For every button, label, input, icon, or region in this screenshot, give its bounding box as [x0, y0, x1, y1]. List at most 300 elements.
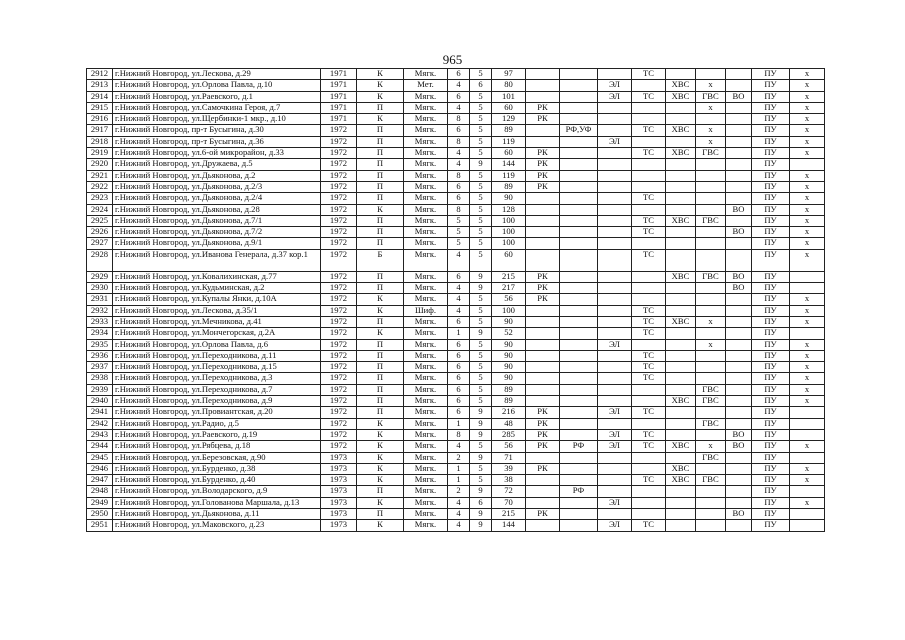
cell-col-ts: ТС — [632, 227, 666, 238]
cell-address: г.Нижний Новгород, ул.Переходникова, д.9 — [113, 396, 321, 407]
cell-col-ts: ТС — [632, 362, 666, 373]
cell-address: г.Нижний Новгород, ул.Орлова Павла, д.10 — [113, 80, 321, 91]
cell-address: г.Нижний Новгород, ул.Дьяконова, д.2/3 — [113, 181, 321, 192]
cell-apartments: 119 — [492, 136, 526, 147]
cell-year: 1972 — [321, 384, 357, 395]
cell-col-hvs: ХВС — [666, 475, 696, 486]
cell-floors: 5 — [470, 148, 492, 159]
cell-col-el: ЭЛ — [598, 441, 632, 452]
cell-col-pu: ПУ — [752, 463, 790, 474]
table-row — [87, 508, 825, 519]
cell-col-gvs — [696, 373, 726, 384]
cell-col-gvs: х — [696, 125, 726, 136]
cell-col-rk — [526, 249, 560, 271]
cell-roof-type: Мягк. — [404, 475, 448, 486]
cell-year: 1972 — [321, 429, 357, 440]
table-body — [87, 69, 825, 532]
cell-col-ts — [632, 271, 666, 282]
cell-roof-type: Мягк. — [404, 204, 448, 215]
cell-col-rf — [560, 159, 598, 170]
cell-year: 1971 — [321, 102, 357, 113]
cell-col-ts: ТС — [632, 215, 666, 226]
cell-address: г.Нижний Новгород, ул.Дьяконова, д.28 — [113, 204, 321, 215]
table-row — [87, 339, 825, 350]
cell-col-el: ЭЛ — [598, 407, 632, 418]
cell-col-gvs — [696, 486, 726, 497]
cell-apartments: 71 — [492, 452, 526, 463]
cell-col-gvs — [696, 508, 726, 519]
cell-roof-type: Мягк. — [404, 429, 448, 440]
cell-roof-type: Мягк. — [404, 283, 448, 294]
cell-col-vo: ВО — [726, 91, 752, 102]
cell-apartments: 90 — [492, 350, 526, 361]
cell-entrances: 6 — [448, 316, 470, 327]
cell-year: 1972 — [321, 227, 357, 238]
cell-col-rf — [560, 429, 598, 440]
cell-apartments: 100 — [492, 305, 526, 316]
cell-row-number: 2932 — [87, 305, 113, 316]
cell-col-rk — [526, 497, 560, 508]
cell-address: г.Нижний Новгород, ул.Самочкина Героя, д.7 — [113, 102, 321, 113]
cell-col-rk — [526, 362, 560, 373]
cell-wall-material: П — [357, 396, 404, 407]
cell-row-number: 2929 — [87, 271, 113, 282]
cell-wall-material: К — [357, 91, 404, 102]
cell-col-vo — [726, 339, 752, 350]
cell-wall-material: П — [357, 407, 404, 418]
cell-col-gvs — [696, 227, 726, 238]
cell-col-pu: ПУ — [752, 520, 790, 531]
cell-address: г.Нижний Новгород, ул.Бурденко, д.38 — [113, 463, 321, 474]
cell-address: г.Нижний Новгород, ул.Бурденко, д.40 — [113, 475, 321, 486]
cell-col-gvs — [696, 193, 726, 204]
cell-floors: 5 — [470, 69, 492, 80]
cell-roof-type: Мягк. — [404, 159, 448, 170]
cell-address: г.Нижний Новгород, ул.Мечникова, д.41 — [113, 316, 321, 327]
cell-row-number: 2928 — [87, 249, 113, 271]
cell-col-vo — [726, 102, 752, 113]
cell-col-pu: ПУ — [752, 204, 790, 215]
cell-col-gvs — [696, 407, 726, 418]
cell-col-x: х — [790, 136, 825, 147]
cell-col-ts — [632, 396, 666, 407]
cell-col-x: х — [790, 396, 825, 407]
cell-address: г.Нижний Новгород, ул.Дьяконова, д.7/2 — [113, 227, 321, 238]
cell-col-rf — [560, 148, 598, 159]
cell-col-vo — [726, 125, 752, 136]
cell-apartments: 52 — [492, 328, 526, 339]
cell-roof-type: Мягк. — [404, 418, 448, 429]
cell-col-pu: ПУ — [752, 249, 790, 271]
cell-col-pu: ПУ — [752, 148, 790, 159]
cell-roof-type: Мягк. — [404, 193, 448, 204]
cell-col-el: ЭЛ — [598, 91, 632, 102]
cell-col-x: х — [790, 475, 825, 486]
table-row — [87, 418, 825, 429]
cell-col-hvs — [666, 350, 696, 361]
table-row — [87, 181, 825, 192]
cell-apartments: 48 — [492, 418, 526, 429]
cell-col-rk: РК — [526, 441, 560, 452]
cell-col-gvs — [696, 520, 726, 531]
cell-roof-type: Мягк. — [404, 452, 448, 463]
cell-col-ts — [632, 486, 666, 497]
cell-col-rk — [526, 193, 560, 204]
cell-floors: 9 — [470, 159, 492, 170]
cell-apartments: 56 — [492, 441, 526, 452]
table-row — [87, 463, 825, 474]
cell-col-hvs — [666, 69, 696, 80]
cell-wall-material: П — [357, 373, 404, 384]
cell-col-x — [790, 486, 825, 497]
cell-col-gvs: ГВС — [696, 148, 726, 159]
cell-row-number: 2917 — [87, 125, 113, 136]
cell-entrances: 8 — [448, 136, 470, 147]
table-row — [87, 407, 825, 418]
cell-row-number: 2945 — [87, 452, 113, 463]
cell-col-pu: ПУ — [752, 69, 790, 80]
cell-col-ts: ТС — [632, 350, 666, 361]
cell-row-number: 2915 — [87, 102, 113, 113]
table-row — [87, 350, 825, 361]
cell-col-ts: ТС — [632, 69, 666, 80]
cell-col-gvs — [696, 170, 726, 181]
cell-roof-type: Мягк. — [404, 102, 448, 113]
cell-col-gvs: ГВС — [696, 475, 726, 486]
cell-col-hvs: ХВС — [666, 396, 696, 407]
cell-entrances: 4 — [448, 148, 470, 159]
cell-col-x — [790, 407, 825, 418]
cell-floors: 5 — [470, 227, 492, 238]
cell-floors: 9 — [470, 418, 492, 429]
cell-address: г.Нижний Новгород, ул.Дружаева, д.5 — [113, 159, 321, 170]
cell-roof-type: Мягк. — [404, 91, 448, 102]
cell-entrances: 4 — [448, 283, 470, 294]
cell-year: 1972 — [321, 373, 357, 384]
cell-col-el — [598, 384, 632, 395]
table-row — [87, 227, 825, 238]
cell-entrances: 4 — [448, 305, 470, 316]
cell-col-hvs — [666, 328, 696, 339]
cell-address: г.Нижний Новгород, ул.Лескова, д.29 — [113, 69, 321, 80]
cell-col-hvs: ХВС — [666, 91, 696, 102]
cell-col-ts — [632, 418, 666, 429]
cell-row-number: 2933 — [87, 316, 113, 327]
cell-row-number: 2951 — [87, 520, 113, 531]
cell-row-number: 2938 — [87, 373, 113, 384]
cell-year: 1972 — [321, 305, 357, 316]
cell-col-x — [790, 328, 825, 339]
cell-apartments: 38 — [492, 475, 526, 486]
cell-col-el: ЭЛ — [598, 339, 632, 350]
cell-entrances: 4 — [448, 294, 470, 305]
table-row — [87, 204, 825, 215]
cell-col-gvs: ГВС — [696, 396, 726, 407]
cell-row-number: 2942 — [87, 418, 113, 429]
table-row — [87, 452, 825, 463]
cell-col-pu: ПУ — [752, 170, 790, 181]
cell-col-hvs — [666, 249, 696, 271]
cell-col-x: х — [790, 69, 825, 80]
cell-roof-type: Мягк. — [404, 69, 448, 80]
cell-row-number: 2914 — [87, 91, 113, 102]
cell-entrances: 6 — [448, 181, 470, 192]
cell-col-rf — [560, 328, 598, 339]
cell-year: 1972 — [321, 238, 357, 249]
cell-col-gvs — [696, 350, 726, 361]
cell-col-vo — [726, 384, 752, 395]
cell-col-rf — [560, 283, 598, 294]
cell-apartments: 101 — [492, 91, 526, 102]
cell-entrances: 6 — [448, 350, 470, 361]
cell-wall-material: К — [357, 114, 404, 125]
cell-wall-material: П — [357, 486, 404, 497]
cell-year: 1973 — [321, 486, 357, 497]
cell-col-gvs — [696, 238, 726, 249]
cell-roof-type: Мягк. — [404, 463, 448, 474]
cell-apartments: 72 — [492, 486, 526, 497]
cell-address: г.Нижний Новгород, ул.Щербинки-1 мкр., д.10 — [113, 114, 321, 125]
cell-col-hvs — [666, 418, 696, 429]
cell-row-number: 2949 — [87, 497, 113, 508]
cell-col-ts: ТС — [632, 305, 666, 316]
cell-col-el — [598, 316, 632, 327]
cell-entrances: 6 — [448, 125, 470, 136]
cell-col-x: х — [790, 170, 825, 181]
cell-row-number: 2947 — [87, 475, 113, 486]
cell-col-gvs: ГВС — [696, 452, 726, 463]
cell-col-gvs: ГВС — [696, 91, 726, 102]
table-row — [87, 362, 825, 373]
cell-col-pu: ПУ — [752, 114, 790, 125]
cell-year: 1971 — [321, 114, 357, 125]
cell-apartments: 100 — [492, 227, 526, 238]
cell-entrances: 6 — [448, 384, 470, 395]
cell-col-rf — [560, 350, 598, 361]
cell-col-pu: ПУ — [752, 429, 790, 440]
cell-floors: 5 — [470, 170, 492, 181]
cell-col-rf — [560, 69, 598, 80]
cell-address: г.Нижний Новгород, ул.Переходникова, д.7 — [113, 384, 321, 395]
cell-wall-material: К — [357, 328, 404, 339]
cell-col-gvs: х — [696, 102, 726, 113]
cell-col-hvs — [666, 102, 696, 113]
cell-col-vo — [726, 362, 752, 373]
cell-entrances: 2 — [448, 486, 470, 497]
cell-col-x: х — [790, 80, 825, 91]
cell-entrances: 8 — [448, 170, 470, 181]
cell-col-vo: ВО — [726, 283, 752, 294]
cell-col-vo — [726, 305, 752, 316]
cell-col-ts — [632, 497, 666, 508]
cell-col-x: х — [790, 316, 825, 327]
cell-entrances: 4 — [448, 497, 470, 508]
cell-col-gvs — [696, 204, 726, 215]
cell-address: г.Нижний Новгород, пр-т Бусыгина, д.36 — [113, 136, 321, 147]
cell-col-ts — [632, 339, 666, 350]
cell-floors: 5 — [470, 384, 492, 395]
cell-col-el — [598, 193, 632, 204]
cell-col-pu: ПУ — [752, 227, 790, 238]
cell-col-rf — [560, 170, 598, 181]
cell-address: г.Нижний Новгород, пр-т Бусыгина, д.30 — [113, 125, 321, 136]
cell-address: г.Нижний Новгород, ул.Раевского, д.1 — [113, 91, 321, 102]
cell-floors: 5 — [470, 362, 492, 373]
cell-col-hvs: ХВС — [666, 316, 696, 327]
table-row — [87, 249, 825, 271]
cell-roof-type: Мягк. — [404, 396, 448, 407]
cell-floors: 5 — [470, 463, 492, 474]
cell-col-rf — [560, 452, 598, 463]
table-row — [87, 384, 825, 395]
cell-col-ts: ТС — [632, 475, 666, 486]
cell-roof-type: Мягк. — [404, 170, 448, 181]
cell-wall-material: П — [357, 181, 404, 192]
table-row — [87, 429, 825, 440]
table-row — [87, 305, 825, 316]
cell-roof-type: Мягк. — [404, 497, 448, 508]
cell-apartments: 216 — [492, 407, 526, 418]
cell-wall-material: К — [357, 463, 404, 474]
cell-col-rk — [526, 384, 560, 395]
cell-col-x: х — [790, 125, 825, 136]
cell-col-pu: ПУ — [752, 125, 790, 136]
cell-col-hvs — [666, 181, 696, 192]
housing-registry-table — [86, 68, 825, 532]
cell-col-vo — [726, 396, 752, 407]
cell-col-hvs: ХВС — [666, 441, 696, 452]
cell-col-x — [790, 520, 825, 531]
cell-wall-material: П — [357, 384, 404, 395]
cell-col-rk — [526, 125, 560, 136]
cell-roof-type: Мягк. — [404, 249, 448, 271]
cell-floors: 5 — [470, 316, 492, 327]
cell-year: 1972 — [321, 125, 357, 136]
cell-apartments: 119 — [492, 170, 526, 181]
cell-row-number: 2944 — [87, 441, 113, 452]
cell-address: г.Нижний Новгород, ул.Провиантская, д.20 — [113, 407, 321, 418]
cell-col-rk — [526, 227, 560, 238]
cell-address: г.Нижний Новгород, ул.Дьяконова, д.7/1 — [113, 215, 321, 226]
cell-col-ts: ТС — [632, 429, 666, 440]
cell-col-pu: ПУ — [752, 362, 790, 373]
cell-entrances: 6 — [448, 373, 470, 384]
cell-col-ts — [632, 159, 666, 170]
cell-col-pu: ПУ — [752, 452, 790, 463]
cell-year: 1971 — [321, 69, 357, 80]
cell-col-rk — [526, 339, 560, 350]
cell-col-rf — [560, 227, 598, 238]
cell-floors: 9 — [470, 283, 492, 294]
cell-apartments: 215 — [492, 508, 526, 519]
cell-col-hvs — [666, 452, 696, 463]
cell-apartments: 89 — [492, 125, 526, 136]
cell-col-hvs — [666, 429, 696, 440]
cell-roof-type: Мягк. — [404, 181, 448, 192]
cell-col-rk: РК — [526, 407, 560, 418]
cell-entrances: 5 — [448, 238, 470, 249]
cell-col-pu: ПУ — [752, 396, 790, 407]
cell-col-gvs — [696, 69, 726, 80]
cell-roof-type: Мягк. — [404, 238, 448, 249]
cell-wall-material: К — [357, 497, 404, 508]
cell-col-rf — [560, 396, 598, 407]
cell-col-ts — [632, 80, 666, 91]
cell-col-x — [790, 283, 825, 294]
cell-col-x: х — [790, 339, 825, 350]
cell-col-vo — [726, 193, 752, 204]
cell-entrances: 1 — [448, 463, 470, 474]
cell-floors: 5 — [470, 294, 492, 305]
cell-col-rk — [526, 69, 560, 80]
cell-col-rk: РК — [526, 294, 560, 305]
cell-col-rk — [526, 396, 560, 407]
cell-apartments: 215 — [492, 271, 526, 282]
cell-col-pu: ПУ — [752, 407, 790, 418]
cell-col-rf — [560, 238, 598, 249]
cell-col-el — [598, 148, 632, 159]
cell-roof-type: Мягк. — [404, 339, 448, 350]
cell-col-x — [790, 271, 825, 282]
cell-col-rk — [526, 475, 560, 486]
cell-col-x: х — [790, 193, 825, 204]
cell-col-rf — [560, 204, 598, 215]
cell-entrances: 6 — [448, 193, 470, 204]
table-row — [87, 238, 825, 249]
cell-entrances: 4 — [448, 249, 470, 271]
cell-col-pu: ПУ — [752, 102, 790, 113]
cell-row-number: 2941 — [87, 407, 113, 418]
cell-col-rf — [560, 215, 598, 226]
cell-col-ts: ТС — [632, 407, 666, 418]
cell-wall-material: К — [357, 520, 404, 531]
cell-col-x: х — [790, 350, 825, 361]
cell-col-ts: ТС — [632, 328, 666, 339]
cell-entrances: 4 — [448, 508, 470, 519]
cell-year: 1973 — [321, 508, 357, 519]
cell-entrances: 6 — [448, 69, 470, 80]
cell-col-rk — [526, 316, 560, 327]
cell-row-number: 2918 — [87, 136, 113, 147]
cell-wall-material: К — [357, 418, 404, 429]
cell-address: г.Нижний Новгород, ул.Володарского, д.9 — [113, 486, 321, 497]
cell-col-el — [598, 486, 632, 497]
cell-col-hvs — [666, 305, 696, 316]
table-row — [87, 69, 825, 80]
cell-col-x: х — [790, 497, 825, 508]
cell-entrances: 2 — [448, 452, 470, 463]
page-number: 965 — [442, 52, 463, 67]
cell-floors: 9 — [470, 508, 492, 519]
cell-address: г.Нижний Новгород, ул.Лескова, д.35/1 — [113, 305, 321, 316]
cell-col-rf: РФ,УФ — [560, 125, 598, 136]
cell-col-pu: ПУ — [752, 136, 790, 147]
cell-row-number: 2912 — [87, 69, 113, 80]
cell-col-x: х — [790, 227, 825, 238]
cell-entrances: 6 — [448, 339, 470, 350]
cell-year: 1972 — [321, 407, 357, 418]
cell-col-el: ЭЛ — [598, 429, 632, 440]
cell-entrances: 1 — [448, 418, 470, 429]
cell-col-rk — [526, 80, 560, 91]
table-row — [87, 148, 825, 159]
cell-entrances: 6 — [448, 271, 470, 282]
cell-floors: 5 — [470, 238, 492, 249]
cell-address: г.Нижний Новгород, ул.Орлова Павла, д.6 — [113, 339, 321, 350]
cell-col-rf — [560, 407, 598, 418]
cell-roof-type: Мягк. — [404, 114, 448, 125]
cell-wall-material: К — [357, 294, 404, 305]
